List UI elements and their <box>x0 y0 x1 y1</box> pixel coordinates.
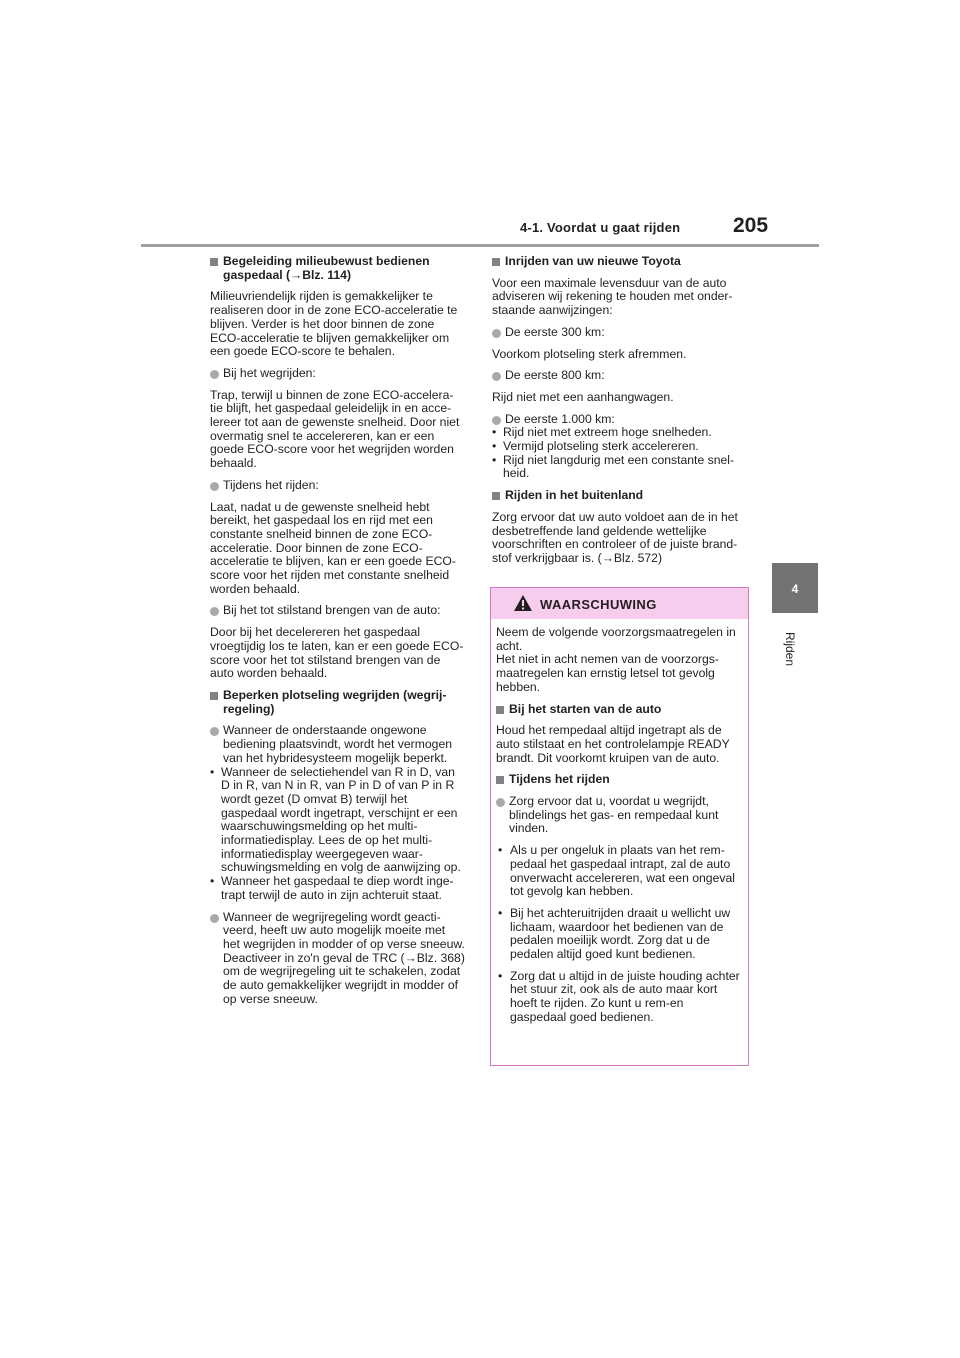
warning-intro: Neem de volgende voorzorgsmaatregelen in acht. Het niet in acht nemen van de voorzorgs-maatregelen kan ernstig letsel tot gevolg hebben. <box>496 625 736 694</box>
km1000-bullet: • Rijd niet met extreem hoge snelheden. <box>492 426 750 440</box>
circle-bullet-icon <box>492 416 501 425</box>
eco-section-heading: Begeleiding milieubewust bedienen gaspedaal (→Blz. 114) <box>210 255 465 282</box>
eco-driving-text: Laat, nadat u de gewenste snelheid hebt bereikt, het gaspedaal los en rijd met een constante snelheid binnen de zone ECO-acceleratie. Door binnen de zone ECO-acceleratie te blijven, kan er een goede ECO-score voor het rijden met constante snelheid worden behaald. <box>210 499 456 596</box>
breakin-section-heading: Inrijden van uw nieuwe Toyota <box>492 255 750 269</box>
abroad-text: Zorg ervoor dat uw auto voldoet aan de in het desbetreffende land geldende wettelijke voorschriften en controleer of de juiste brand-stof verkrijgbaar is. (→Blz. 572) <box>492 509 738 565</box>
circle-bullet-icon <box>210 370 219 379</box>
km1000-bullet: • Vermijd plotseling sterk accelereren. <box>492 440 750 454</box>
eco-intro: Milieuvriendelijk rijden is gemakkelijker te realiseren door in de zone ECO-acceleratie te blijven. Verder is het door binnen de zone ECO-acceleratie te blijven gemakkelijker om een goede ECO-score te behalen. <box>210 289 458 359</box>
km300-text: Voorkom plotseling sterk afremmen. <box>492 346 687 361</box>
limit-bullet-2: • Wanneer het gaspedaal te diep wordt inge-trapt terwijl de auto in zijn achteruit staat. <box>210 875 465 902</box>
eco-start-item: Bij het wegrijden: <box>210 367 465 381</box>
warning-bullet: • Zorg dat u altijd in de juiste houding achter het stuur zit, ook als de auto maar kort hoeft te rijden. Zo kunt u rem-en gaspedaal goed bedienen. <box>496 970 743 1025</box>
warning-header <box>491 588 748 619</box>
eco-driving-item: Tijdens het rijden: <box>210 479 465 493</box>
eco-stop-item: Bij het tot stilstand brengen van de auto: <box>210 604 465 618</box>
circle-bullet-icon <box>492 329 501 338</box>
warning-title: WAARSCHUWING <box>540 597 657 612</box>
square-bullet-icon <box>492 258 500 266</box>
chapter-label: Rijden <box>783 632 797 667</box>
warning-start-heading: Bij het starten van de auto <box>496 703 743 717</box>
square-bullet-icon <box>210 258 218 266</box>
circle-bullet-icon <box>496 798 505 807</box>
section-title: 4-1. Voordat u gaat rijden <box>520 220 681 235</box>
eco-start-text: Trap, terwijl u binnen de zone ECO-accelera-tie blijft, het gaspedaal geleidelijk in en acce-lereer tot aan de gewenste snelheid. Door niet overmatig snel te accelereren, kan er een goede ECO-score voor het wegrijden worden behaald. <box>210 387 460 471</box>
limit-item-2: Wanneer de wegrijregeling wordt geacti-veerd, heeft uw auto mogelijk moeite met het wegrijden in modder of op verse sneeuw. Deactiveer in zo'n geval de TRC (→Blz. 368) om de wegrijregeling uit te schakelen, zodat de auto gemakkelijker wegrijdt in modder of op verse sneeuw. <box>210 911 465 1007</box>
km800-text: Rijd niet met een aanhangwagen. <box>492 389 674 404</box>
square-bullet-icon <box>496 706 504 714</box>
square-bullet-icon <box>210 692 218 700</box>
km1000-bullet: • Rijd niet langdurig met een constante snel-heid. <box>492 454 750 481</box>
warning-driving-item: Zorg ervoor dat u, voordat u wegrijdt, blindelings het gas- en rempedaal kunt vinden. <box>496 795 743 836</box>
warning-driving-heading: Tijdens het rijden <box>496 773 743 787</box>
abroad-section-heading: Rijden in het buitenland <box>492 489 750 503</box>
square-bullet-icon <box>496 776 504 784</box>
km800-item: De eerste 800 km: <box>492 369 750 383</box>
warning-triangle-icon <box>513 594 533 612</box>
page-number: 205 <box>733 214 769 237</box>
limit-section-heading: Beperken plotseling wegrijden (wegrij-regeling) <box>210 689 465 716</box>
warning-body <box>491 619 748 1025</box>
limit-item-1: Wanneer de onderstaande ongewone bediening plaatsvindt, wordt het vermogen van het hybridesysteem mogelijk beperkt. <box>210 724 465 765</box>
chapter-number: 4 <box>791 582 799 596</box>
warning-bullet: • Bij het achteruitrijden draait u wellicht uw lichaam, waardoor het bedienen van de pedalen moeilijk wordt. Zorg dat u de pedalen altijd goed kunt bedienen. <box>496 907 743 962</box>
header-divider <box>141 244 819 247</box>
breakin-intro: Voor een maximale levensduur van de auto adviseren wij rekening te houden met onder-staande aanwijzingen: <box>492 275 733 318</box>
km1000-item: De eerste 1.000 km: <box>492 413 750 427</box>
circle-bullet-icon <box>210 914 219 923</box>
eco-stop-text: Door bij het decelereren het gaspedaal vroegtijdig los te laten, kan er een goede ECO-score voor het tot stilstand brengen van de auto worden behaald. <box>210 625 464 681</box>
circle-bullet-icon <box>210 482 219 491</box>
circle-bullet-icon <box>492 372 501 381</box>
circle-bullet-icon <box>210 607 219 616</box>
warning-bullet: • Als u per ongeluk in plaats van het rem-pedaal het gaspedaal intrapt, zal de auto onverwacht accelereren, wat een ongeval tot gevolg kan hebben. <box>496 844 743 899</box>
limit-bullet-1: • Wanneer de selectiehendel van R in D, van D in R, van N in R, van P in D of van P in R wordt gezet (D omvat B) terwijl het gaspedaal wordt ingetrapt, verschijnt er een waarschuwingsmelding op het multi-informatiedisplay. Lees de op het multi-informatiedisplay weergegeven waar-schuwingsmelding en volg de aanwijzing op. <box>210 766 465 876</box>
right-column <box>492 255 750 574</box>
left-column <box>210 255 465 1014</box>
square-bullet-icon <box>492 492 500 500</box>
warning-box <box>490 587 749 1066</box>
warning-start-text: Houd het rempedaal altijd ingetrapt als de auto stilstaat en het controlelampje READY brandt. Dit voorkomt kruipen van de auto. <box>496 723 730 765</box>
circle-bullet-icon <box>210 727 219 736</box>
km300-item: De eerste 300 km: <box>492 326 750 340</box>
